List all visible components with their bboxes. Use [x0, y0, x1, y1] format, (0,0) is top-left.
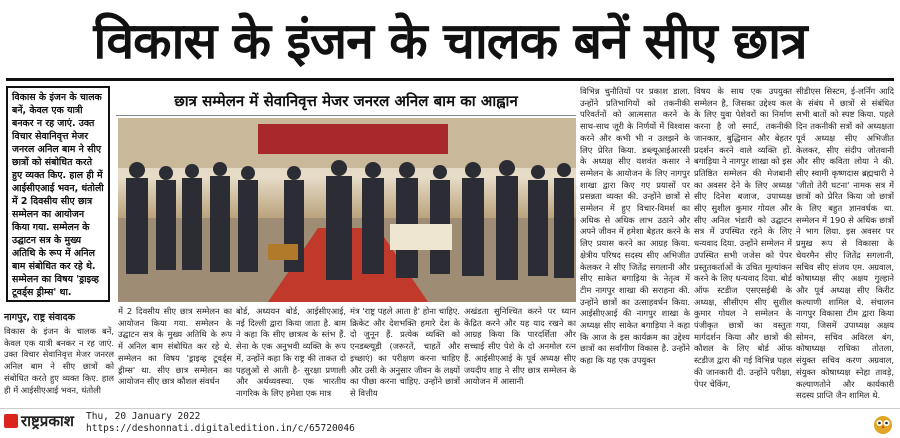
newspaper-logo-icon — [4, 414, 18, 428]
article-column-3: बोर्ड, अध्ययन बोर्ड, आईसीएआई, नई दिल्ली द्वारा किया जाता है. बाम ने कहा कि सीए छात्रत्व के स्तंभ हैं. सेना के एक अनुभवी व्यक्ति के रूप में, उन्होंने कहा कि राष्ट्र की ताकत दो पहलुओं से आती है- सुरक्षा प्रणाली और अर्थव्यवस्था. एक भारतीय नागरिक के लिए हमेशा एक मात्र — [236, 306, 346, 398]
summary-box — [6, 86, 110, 302]
article-column-8: सीडीएस सिस्टम, ई-लर्निंग आदि के संबंध में छात्रों से संबंधित सभी बातों को स्पष्ट किया. पहले दिन तकनीकी सत्रों को अध्यक्षता पूर्व अध्यक्ष सीए अभिजीत केलकर, सीए संदीप जोतवानी और सीए कविता लोया ने की. सीए स्वामी कृष्णदास ब्रह्मचारी ने 'जीतो तेरी घटना' नामक सत्र में छात्रों को प्रेरित किया जो छात्रों के लिए बहुत ज्ञानवर्धक था. सम्मेलन में 190 से अधिक छात्रों ने भाग लिया. इस अवसर पर प्रमुख रूप से विकासा के चेयरमैन सीए जितेंद्र सगलानी, सचिव सीए संजय एम. अग्रवाल, कोषाध्यक्ष सीए अक्षय गुल्हाने और पूर्व अध्यक्ष सीए किरीट कल्याणी शामिल थे. संचालन नागपुर विकासा टीम द्वारा किया गया, जिसमें उपाध्यक्ष अक्षय सोमन, सचिव अविरल बंग, कोषाध्यक्ष राधिका तोतला, संयुक्त सचिव करण अग्रवाल, संयुक्त कोषाध्यक्ष स्नेहा तावड़े, कल्याणतोने और कार्यकारी सदस्य प्राप्ति जैन शामिल थे. — [796, 86, 894, 401]
article-column-7: विषय के साथ एक उपयुक्त सम्मेलन है, जिसका उद्देश्य कल के लिए युवा पेशेवरों का निर्माण करना है जो स्मार्ट, तकनीकी जानकार, बुद्धिमान और बेहतर प्रदर्शन करने वाले व्यक्ति हों. बगाड़िया ने नागपुर शाखा को इस प्रतिष्ठित सम्मेलन की मेजबानी का अवसर देने के लिए अध्यक्ष सीए दिनेश बजाज, उपाध्यक्ष सीए सुशील कुमार गोयल और सीए अनिल भंडारी को उद्घाटन सत्र में उपस्थित रहने के लिए धन्यवाद दिया. उन्होंने सम्मेलन में उपस्थित सभी जजेस को पेपर प्रस्तुतकर्ताओं के उचित मूल्यांकन करने के लिए धन्यवाद दिया. बोर्ड ऑफ स्टडीज एसएसईबी के अध्यक्ष, सीसीएम सीए सुशील कुमार गोयल ने सम्मेलन के पंजीकृत छात्रों का वस्तुतः मार्गदर्शन किया और छात्रों की कौशल के लिए बोर्ड ऑफ स्टडीज द्वारा की गई विभिन्न पहल की जानकारी दी. उन्होंने परीक्षा, पेपर चेकिंग, — [694, 86, 792, 389]
article-column-4: मंत्र 'राष्ट्र पहले आता है' होना चाहिए. क्रिकेट और देशभक्ति हमारे देश के दो जुनून हैं. प्रत्येक व्यक्ति को एनडब्ल्यूडी (जरूरतें, चाहतें और इच्छाएं) का परीक्षण करना चाहिए और उसी के अनुसार जीवन के लक्ष्यों का पीछा करना चाहिए. उन्होंने छात्रों से वित्तीय — [350, 306, 460, 398]
owl-icon — [872, 413, 894, 435]
dateline: नागपुर, राष्ट्र संवादक — [4, 312, 75, 323]
article-column-1: विकास के इंजन के चालक बनें, केवल एक यात्री बनकर न रह जाएं. उक्त विचार सेवानिवृत्त मेजर जनरल अनिल बाम ने सीए छात्रों को संबोधित करते हुए व्यक्त किए. हाल ही में आईसीएआई भवन, धंतोली — [4, 326, 114, 395]
headline: विकास के इंजन के चालक बनें सीए छात्र — [6, 4, 894, 81]
subheadline-bar — [116, 86, 576, 116]
summary-text: विकास के इंजन के चालक बनें, केवल एक यात्री बनकर न रह जाएं. उक्त विचार सेवानिवृत्त मेजर जनरल अनिल बाम ने सीए छात्रों को संबोधित करते हुए व्यक्त किए. हाल ही में आईसीएआई भवन, धंतोली में 2 दिवसीय सीए छात्र सम्मेलन का आयोजन किया गया. सम्मेलन के उद्घाटन सत्र के मुख्य अतिथि के रूप में अनिल बाम संबोधित कर रहे थे. सम्मेलन का विषय 'ड्राइव्ह टूवर्ड्स ड्रीम्स' था. — [12, 92, 104, 298]
subheadline-rule — [116, 115, 576, 116]
brand[interactable] — [4, 411, 74, 431]
subheadline: छात्र सम्मेलन में सेवानिवृत्त मेजर जनरल अनिल बाम का आह्वान — [174, 92, 518, 110]
edition-url[interactable]: https://deshonnati.digitaledition.in/c/65720046 — [86, 423, 355, 434]
group-photo-illustration — [118, 118, 576, 302]
article-column-2: में 2 दिवसीय सीए छात्र सम्मेलन का आयोजन किया गया. सम्मेलन के उद्घाटन सत्र के मुख्य अतिथि के रूप में अनिल बाम संबोधित कर रहे थे. सम्मेलन का विषय 'ड्राइव्ह टूवर्ड्स ड्रीम्स' था. सीए छात्र सम्मेलन का आयोजन सीए छात्र कौशल संवर्धन — [118, 306, 232, 387]
news-photo — [118, 118, 576, 302]
bouquet-table — [390, 224, 452, 250]
banner-backdrop — [258, 124, 448, 154]
brand-name: राष्ट्रप्रकाश — [21, 412, 74, 430]
lamp-stand — [268, 244, 298, 260]
edition-date: Thu, 20 January 2022 — [86, 411, 201, 422]
article-column-6: विभिन्न चुनौतियों पर प्रकाश डाला. उन्होंने प्रतिभागियों को तकनीकी परिवर्तनों को आत्मसात करने के साथ-साथ जूरी के निर्णयों में विश्वास करने और कभी भी न उलझने के लिए प्रेरित किया. डब्ल्यूआईआरसी के अध्यक्ष सीए यशवंत कसार ने सम्मेलन के आयोजन के लिए नागपुर शाखा द्वारा किए गए प्रयासों पर प्रसन्नता व्यक्त की. उन्होंने छात्रों से सम्मेलन में हुए विचार-विमर्श का अधिक से अधिक लाभ उठाने और अपने जीवन में हमेशा बेहतर करने के लिए प्रयास करने का आग्रह किया. क्षेत्रीय परिषद सदस्य सीए अभिजीत केलकर ने सीए जितेंद्र सगलानी और सीए साकेत बगाड़िया के नेतृत्व में टीम नागपुर शाखा की सराहना की. उन्होंने छात्रों का उत्साहवर्धन किया. आईसीएआई की नागपुर शाखा के अध्यक्ष सीए साकेत बगाड़िया ने कहा कि आज के इस कार्यक्रम का उद्देश्य छात्रों का सर्वांगीण विकास है. उन्होंने कहा कि यह एक उपयुक्त — [580, 86, 690, 366]
footer-bar — [0, 408, 900, 438]
edition-meta — [86, 411, 355, 435]
article-column-5: अखंडता सुनिश्चित करने पर ध्यान केंद्रित करने और यह याद रखने का आग्रह किया कि पारदर्शिता और सच्चाई सीए पेशे के दो अनमोल रत्न हैं. आईसीएआई के पूर्व अध्यक्ष सीए जयदीप शाह ने सीए छात्र सम्मेलन के आयोजन में आसानी — [464, 306, 576, 387]
